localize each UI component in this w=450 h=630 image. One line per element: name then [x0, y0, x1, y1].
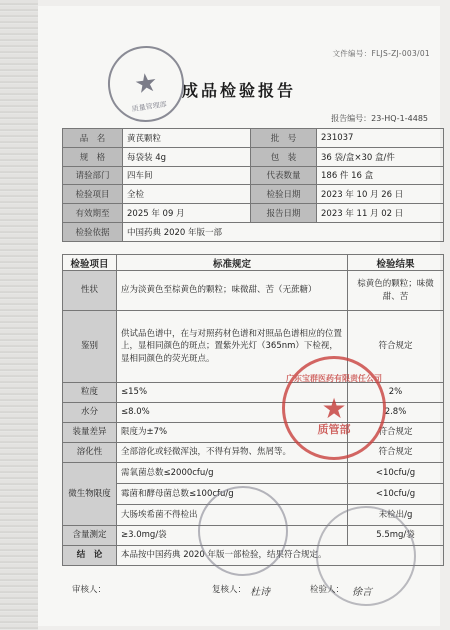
row-result: 棕黄色的颗粒；味微甜、苦	[348, 271, 444, 311]
micro-item: 微生物限度	[63, 463, 117, 526]
report-date-label: 报告日期	[251, 204, 317, 223]
test-date-label: 检验日期	[251, 185, 317, 204]
product-name-label: 品 名	[63, 129, 123, 148]
row-result: 符合规定	[348, 443, 444, 463]
micro-standard: 需氧菌总数≤2000cfu/g	[117, 463, 348, 484]
row-result: 符合规定	[348, 423, 444, 443]
inspector-label: 检验人：	[310, 585, 345, 595]
conclusion-label: 结 论	[63, 546, 117, 566]
expiry-label: 有效期至	[63, 204, 123, 223]
header-item: 检验项目	[63, 255, 117, 271]
document-number: 文件编号：FLJS-ZJ-003/01	[332, 49, 430, 58]
test-item-value: 全检	[123, 185, 251, 204]
package-value: 36 袋/盒×30 盒/件	[317, 147, 444, 166]
row-item: 水分	[63, 403, 117, 423]
header-result: 检验结果	[348, 255, 444, 271]
micro-result: <10cfu/g	[348, 463, 444, 484]
dept-label: 请验部门	[63, 166, 123, 185]
stamp-ring-text: 广东宝群医药有限责任公司	[286, 374, 382, 383]
micro-standard: 大肠埃希菌不得检出	[117, 505, 348, 526]
row-item: 鉴别	[63, 311, 117, 383]
expiry-value: 2025 年 09 月	[123, 204, 251, 223]
sample-qty-value: 186 件 16 盒	[317, 166, 444, 185]
assay-item: 含量测定	[63, 526, 117, 546]
row-item: 溶化性	[63, 443, 117, 463]
test-date-value: 2023 年 10 月 26 日	[317, 185, 444, 204]
basis-label: 检验依据	[63, 222, 123, 241]
row-standard: ≤8.0%	[117, 403, 348, 423]
spec-value: 每袋装 4g	[123, 147, 251, 166]
row-standard: 供试品色谱中，在与对照药材色谱和对照品色谱相应的位置上，显相同颜色的斑点；置紫外光灯（365nm）下检视，显相同颜色的荧光斑点。	[117, 311, 348, 383]
sample-qty-label: 代表数量	[251, 166, 317, 185]
row-item: 粒度	[63, 383, 117, 403]
micro-result: <10cfu/g	[348, 484, 444, 505]
package-label: 包 装	[251, 147, 317, 166]
row-item: 性状	[63, 271, 117, 311]
inspector-signature: 徐言	[352, 587, 372, 598]
checker-signature: 杜诗	[250, 587, 270, 598]
product-name: 黄芪颗粒	[123, 129, 251, 148]
row-result: 符合规定	[348, 311, 444, 383]
scan-edge	[0, 0, 38, 630]
conclusion-text: 本品按中国药典 2020 年版一部检验，结果符合规定。	[117, 546, 444, 566]
product-info-table	[62, 128, 444, 242]
row-standard: ≤15%	[117, 383, 348, 403]
micro-result: 未检出/g	[348, 505, 444, 526]
assay-standard: ≥3.0mg/袋	[117, 526, 348, 546]
batch-value: 231037	[317, 129, 444, 148]
report-date-value: 2023 年 11 月 02 日	[317, 204, 444, 223]
row-result: 2%	[348, 383, 444, 403]
row-result: 2.8%	[348, 403, 444, 423]
row-standard: 限度为±7%	[117, 423, 348, 443]
faded-stamp	[198, 486, 288, 576]
stamp-dept-text: 质管部	[317, 423, 351, 436]
document-page	[38, 6, 440, 626]
header-standard: 标准规定	[117, 255, 348, 271]
spec-label: 规 格	[63, 147, 123, 166]
company-quality-stamp	[282, 356, 386, 460]
test-item-label: 检验项目	[63, 185, 123, 204]
star-icon: ★	[321, 391, 347, 425]
basis-value: 中国药典 2020 年版一部	[123, 222, 444, 241]
assay-result: 5.5mg/袋	[348, 526, 444, 546]
stamp-text: 质量管理部	[131, 100, 168, 114]
report-number: 报告编号：23-HQ-1-4485	[331, 114, 428, 123]
dept-value: 四车间	[123, 166, 251, 185]
reviewer-label: 审核人：	[72, 585, 107, 595]
page-title: 成品检验报告	[181, 81, 296, 100]
row-standard: 应为淡黄色至棕黄色的颗粒；味微甜、苦（无蔗糖）	[117, 271, 348, 311]
star-icon: ★	[132, 67, 160, 101]
row-standard: 全部溶化或轻微浑浊，不得有异物、焦屑等。	[117, 443, 348, 463]
checker-label: 复核人：	[212, 585, 247, 595]
micro-standard: 霉菌和酵母菌总数≤100cfu/g	[117, 484, 348, 505]
row-item: 装量差异	[63, 423, 117, 443]
batch-label: 批 号	[251, 129, 317, 148]
